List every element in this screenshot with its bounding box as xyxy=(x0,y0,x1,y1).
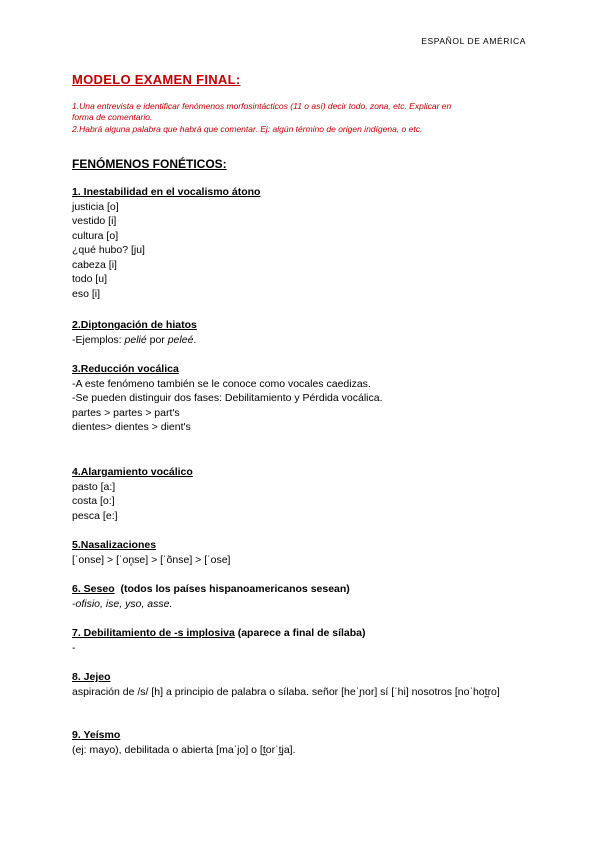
section-heading: 8. Jejeo xyxy=(72,671,111,683)
example-line: justicia [o] xyxy=(72,200,119,213)
section-heading: 2.Diptongación de hiatos xyxy=(72,319,197,331)
phonetic-heading: FENÓMENOS FONÉTICOS: xyxy=(72,157,227,171)
example-line: ¿qué hubo? [ju] xyxy=(72,244,145,256)
example-line: eso [i] xyxy=(72,287,101,300)
section-yeismo xyxy=(72,728,542,757)
section-heading: 6. Seseo (todos los países hispanoamericanos sesean) xyxy=(72,583,350,595)
example-line: costa [o:] xyxy=(72,495,115,507)
section-nasalizaciones xyxy=(72,538,542,567)
section-vocalismo xyxy=(72,185,542,301)
example-line: -Ejemplos: pelié por peleé. xyxy=(72,333,197,346)
section-heading: 7. Debilitamiento de -s implosiva (aparece a final de sílaba) xyxy=(72,627,366,639)
text-line: -A este fenómeno también se le conoce como vocales caedizas. xyxy=(72,377,371,390)
section-heading: 4.Alargamiento vocálico xyxy=(72,466,193,478)
example-line: -ofisio, ise, yso, asse. xyxy=(72,597,173,610)
text-line: -Se pueden distinguir dos fases: Debilitamiento y Pérdida vocálica. xyxy=(72,392,383,404)
instruction-line: 2.Habrá alguna palabra que habrá que comentar. Ej: algún término de origen indígena, o etc. xyxy=(72,124,423,134)
section-jejeo xyxy=(72,670,542,699)
section-heading: 9. Yeísmo xyxy=(72,729,121,741)
section-heading: 3.Reducción vocálica xyxy=(72,363,179,375)
example-line: vestido [i] xyxy=(72,215,117,227)
example-line: pesca [e:] xyxy=(72,509,118,522)
example-line: partes > partes > part's xyxy=(72,406,180,419)
section-debilitamiento-s xyxy=(72,626,542,655)
text-line: aspiración de /s/ [h] a principio de palabra o sílaba. señor [heˈɲor] sí [ˈhi] nosotros [noˈhot̪ro] xyxy=(72,685,500,698)
course-header: ESPAÑOL DE AMÉRICA xyxy=(421,36,526,46)
section-heading: 1. Inestabilidad en el vocalismo átono xyxy=(72,186,261,198)
instruction-line: 1.Una entrevista e identificar fenómenos morfosintácticos (11 o así) decir todo, zona, etc. Explicar en xyxy=(72,101,452,111)
example-line: dientes> dientes > dient's xyxy=(72,421,191,433)
example-line: cabeza [i] xyxy=(72,258,117,271)
example-line: pasto [a:] xyxy=(72,480,116,493)
section-seseo xyxy=(72,582,542,611)
instruction-line: forma de comentario. xyxy=(72,112,153,122)
section-reduccion xyxy=(72,362,542,435)
page-title: MODELO EXAMEN FINAL: xyxy=(72,72,241,87)
example-line: todo [u] xyxy=(72,273,108,285)
section-diptongacion xyxy=(72,318,542,347)
section-heading: 5.Nasalizaciones xyxy=(72,539,157,551)
section-alargamiento xyxy=(72,465,542,523)
example-line: cultura [o] xyxy=(72,229,119,242)
example-line: [ˈonse] > [ˈon̥se] > [ˈõnse] > [ˈose] xyxy=(72,553,231,566)
text-line: (ej: mayo), debilitada o abierta [maˈjo] o [t̪orˈt̪ja]. xyxy=(72,743,296,756)
text-line: - xyxy=(72,641,76,654)
